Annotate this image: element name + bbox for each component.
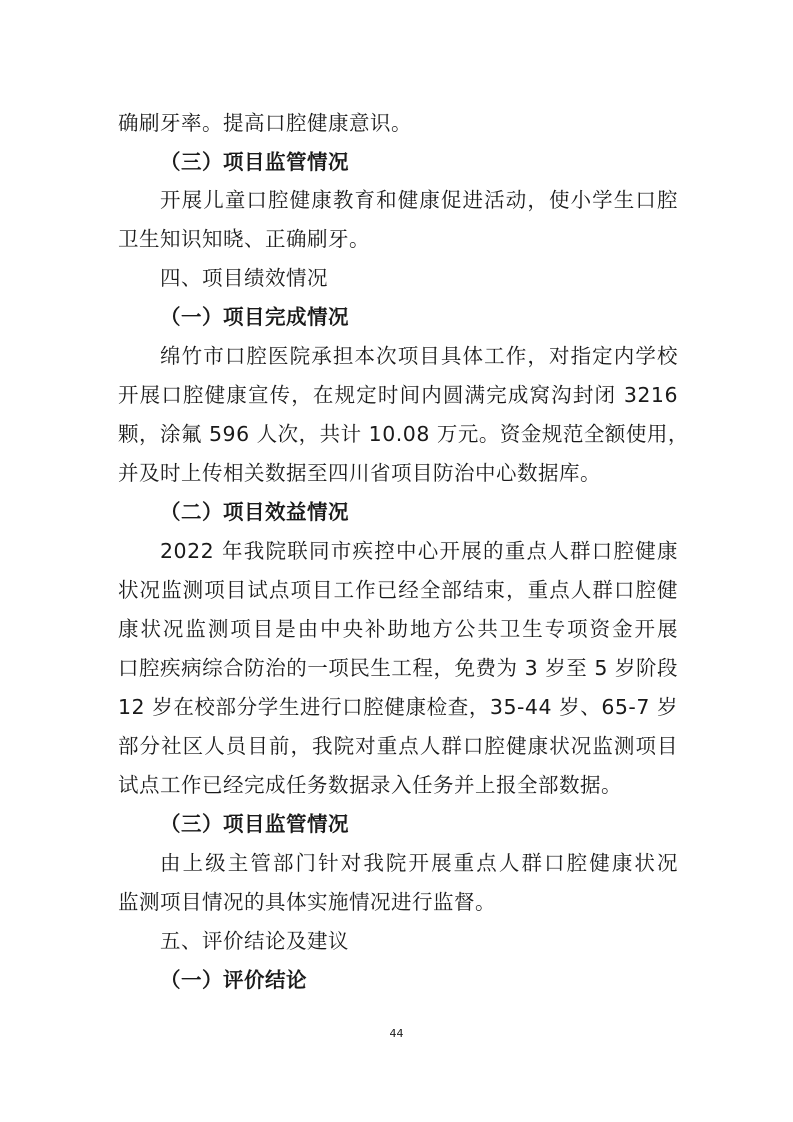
body-text-line: 卫生知识知晓、正确刷牙。 [118,227,370,251]
body-text-line: 绵竹市口腔医院承担本次项目具体工作，对指定内学校 [160,344,678,368]
body-text-line: 监测项目情况的具体实施情况进行监督。 [118,890,496,914]
section-heading: （二）项目效益情况 [160,500,349,524]
section-heading: （一）项目完成情况 [160,305,349,329]
body-text-line: 状况监测项目试点项目工作已经全部结束，重点人群口腔健 [118,578,678,602]
body-text-line: 口腔疾病综合防治的一项民生工程，免费为 3 岁至 5 岁阶段 [118,656,678,680]
body-text-line: 开展儿童口腔健康教育和健康促进活动，使小学生口腔 [160,188,678,212]
body-text-line: 2022 年我院联同市疾控中心开展的重点人群口腔健康 [160,539,678,563]
section-heading: （三）项目监管情况 [160,812,349,836]
body-text-line: 颗，涂氟 596 人次，共计 10.08 万元。资金规范全额使用， [118,422,689,446]
section-heading: （一）评价结论 [160,968,307,992]
chapter-heading: 四、项目绩效情况 [160,266,328,290]
body-text-line: 由上级主管部门针对我院开展重点人群口腔健康状况 [160,851,678,875]
body-text-line: 12 岁在校部分学生进行口腔健康检查，35-44 岁、65-7 岁 [118,695,678,719]
chapter-heading: 五、评价结论及建议 [160,929,349,953]
body-text-line: 确刷牙率。提高口腔健康意识。 [118,111,412,135]
page-number: 44 [389,1027,404,1040]
body-text-line: 试点工作已经完成任务数据录入任务并上报全部数据。 [118,773,622,797]
section-heading: （三）项目监管情况 [160,150,349,174]
body-text-line: 康状况监测项目是由中央补助地方公共卫生专项资金开展 [118,617,678,641]
body-text-line: 开展口腔健康宣传，在规定时间内圆满完成窝沟封闭 3216 [118,383,678,407]
body-text-line: 部分社区人员目前，我院对重点人群口腔健康状况监测项目 [118,734,678,758]
body-text-line: 并及时上传相关数据至四川省项目防治中心数据库。 [118,461,601,485]
